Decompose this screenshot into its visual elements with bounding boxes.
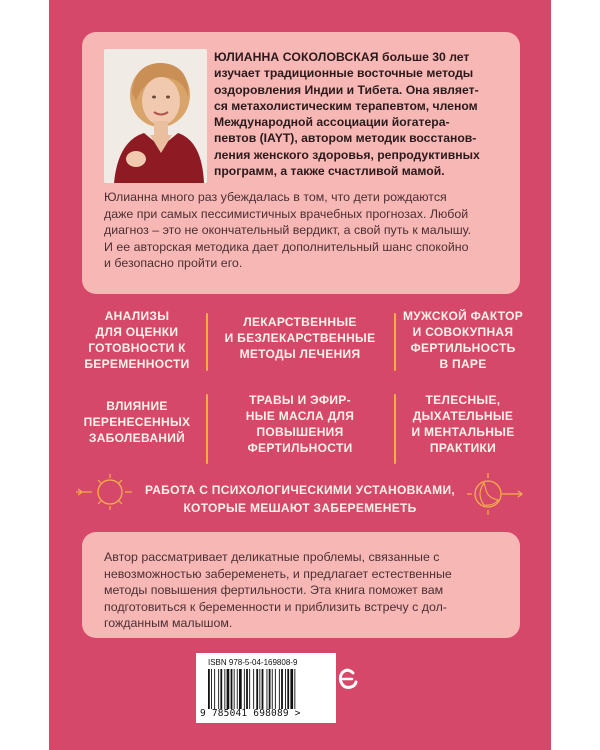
barcode-bar xyxy=(290,669,293,709)
barcode-bar xyxy=(239,669,242,709)
author-paragraph-line: И ее авторская методика дает дополнительный шанс спокойно xyxy=(104,239,469,254)
author-bio xyxy=(214,49,510,179)
barcode-bar xyxy=(294,669,295,709)
barcode-bar xyxy=(267,669,268,709)
barcode-bar xyxy=(244,669,245,709)
topic-line: ПРАКТИКИ xyxy=(429,441,497,455)
barcode-bar xyxy=(246,669,248,709)
topic-line: И СОВОКУПНАЯ xyxy=(412,325,514,339)
topic-line: МЕТОДЫ ЛЕЧЕНИЯ xyxy=(239,347,361,361)
topic-line: РАБОТА С ПСИХОЛОГИЧЕСКИМИ УСТАНОВКАМИ, xyxy=(144,483,456,497)
isbn-text: ISBN 978-5-04-169808-9 xyxy=(208,658,298,667)
author-bio-first-line xyxy=(214,49,510,65)
topic-line: И МЕНТАЛЬНЫЕ xyxy=(411,425,515,439)
barcode-bar xyxy=(218,669,219,709)
author-paragraph-line: Юлианна много раз убеждалась в том, что дети рождаются xyxy=(104,190,447,204)
author-portrait-image xyxy=(104,49,207,183)
author-bio-line: оздоровления Индии и Тибета. Она являет- xyxy=(214,82,479,97)
barcode-bar xyxy=(211,669,212,709)
author-bio-line: ления женского здоровья, репродуктивных xyxy=(214,147,480,162)
topic-herbs xyxy=(212,392,388,456)
topic-methods xyxy=(212,314,388,362)
topic-line: ДЫХАТЕЛЬНЫЕ xyxy=(412,409,514,423)
topic-line: АНАЛИЗЫ xyxy=(104,309,170,323)
topic-line: ПОВЫШЕНИЯ xyxy=(256,425,344,439)
barcode-bar xyxy=(231,669,233,709)
author-bio-line: изучает традиционные восточные методы xyxy=(214,66,474,81)
topic-line: ФЕРТИЛЬНОСТЬ xyxy=(410,341,516,355)
sun-icon xyxy=(74,472,136,516)
topic-line: ВЛИЯНИЕ xyxy=(106,399,168,413)
topic-line: ДЛЯ ОЦЕНКИ xyxy=(95,325,179,339)
author-bio-line: программ, а также счастливой мамой. xyxy=(214,164,445,179)
topic-line: ТРАВЫ И ЭФИР- xyxy=(249,393,351,407)
annotation-line: методы повышения фертильности. Эта книга поможет вам xyxy=(104,583,444,598)
topic-psychology xyxy=(140,481,460,517)
topic-divider xyxy=(394,394,396,464)
topic-male-factor xyxy=(398,308,528,372)
topic-line: НЫЕ МАСЛА ДЛЯ xyxy=(245,409,355,423)
barcode-bar xyxy=(287,669,289,709)
annotation-line: невозможностью забеременеть, и предлагает естественные xyxy=(104,566,452,581)
annotation-line: Автор рассматривает деликатные проблемы, связанные с xyxy=(104,550,440,564)
topic-line: МУЖСКОЙ ФАКТОР xyxy=(402,309,524,323)
topic-tests xyxy=(72,308,202,372)
barcode-bar xyxy=(224,669,225,709)
author-bio-line: певтов (IAYT), автором методик восстанов- xyxy=(214,131,477,146)
barcode-bar xyxy=(214,669,215,709)
topic-line: КОТОРЫЕ МЕШАЮТ ЗАБЕРЕМЕНЕТЬ xyxy=(183,501,417,515)
barcode-bar xyxy=(220,669,222,709)
publisher-logo-icon xyxy=(338,667,358,691)
topic-divider xyxy=(206,313,208,371)
barcode-bar xyxy=(272,669,273,709)
barcode-bar xyxy=(208,669,210,709)
book-annotation xyxy=(104,549,504,632)
barcode-bars xyxy=(208,669,326,709)
barcode-bar xyxy=(234,669,235,709)
topic-divider xyxy=(394,313,396,371)
topic-line: ФЕРТИЛЬНОСТИ xyxy=(247,441,353,455)
author-name: ЮЛИАННА СОКОЛОВСКАЯ xyxy=(214,50,379,64)
barcode-bar xyxy=(237,669,238,709)
author-photo xyxy=(104,49,207,183)
annotation-line: подготовиться к беременности и приблизить встречу с дол- xyxy=(104,599,447,614)
author-bio-first-rest: больше 30 лет xyxy=(378,50,470,64)
topic-line: И БЕЗЛЕКАРСТВЕННЫЕ xyxy=(224,331,376,345)
topic-line: ЗАБОЛЕВАНИЙ xyxy=(88,431,186,445)
author-paragraph-line: и безопасно пройти его. xyxy=(104,256,243,271)
barcode-bar xyxy=(227,669,230,709)
author-bio-line: Международной ассоциации йогатера- xyxy=(214,115,450,130)
moon-icon xyxy=(462,470,526,518)
barcode-bar xyxy=(269,669,271,709)
barcode-bar xyxy=(275,669,276,709)
barcode-bar xyxy=(281,669,283,709)
author-paragraph-line: даже при самых пессимистичных врачебных прогнозах. Любой xyxy=(104,206,469,221)
topic-practices xyxy=(398,392,528,456)
topic-divider xyxy=(206,394,208,464)
author-paragraph xyxy=(104,189,510,272)
barcode-bar xyxy=(256,669,258,709)
barcode-bar xyxy=(285,669,286,709)
topic-line: БЕРЕМЕННОСТИ xyxy=(84,357,190,371)
barcode-bar xyxy=(249,669,250,709)
topic-line: В ПАРЕ xyxy=(439,357,487,371)
barcode-bar xyxy=(262,669,264,709)
barcode-bar xyxy=(253,669,254,709)
barcode-bar xyxy=(259,669,260,709)
topic-diseases xyxy=(72,398,202,446)
barcode-digits: 9 785041 698089 > xyxy=(200,708,301,719)
barcode-bar xyxy=(279,669,280,709)
topic-line: ТЕЛЕСНЫЕ, xyxy=(425,393,501,407)
author-paragraph-line: диагноз – это не окончательный вердикт, а свой путь к малышу. xyxy=(104,223,472,238)
topic-line: ЛЕКАРСТВЕННЫЕ xyxy=(243,315,357,329)
annotation-line: гожданным малышом. xyxy=(104,616,233,631)
topic-line: ГОТОВНОСТИ К xyxy=(88,341,186,355)
topic-line: ПЕРЕНЕСЕННЫХ xyxy=(83,415,191,429)
author-bio-line: ся метахолистическим терапевтом, членом xyxy=(214,98,478,113)
